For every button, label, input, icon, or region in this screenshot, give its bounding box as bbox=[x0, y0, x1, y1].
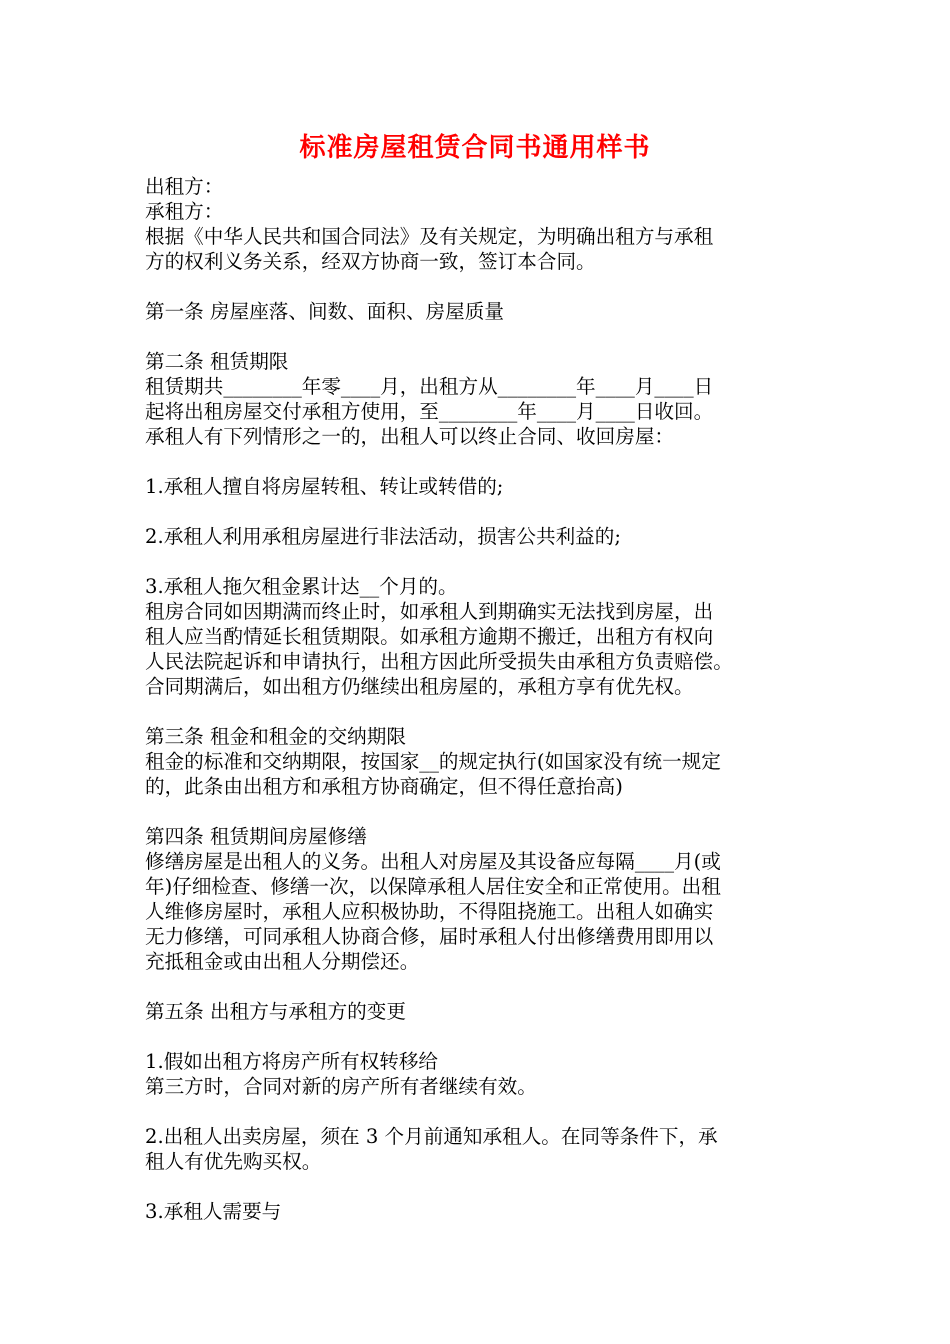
text-line: 无力修缮，可同承租人协商合修，届时承租人付出修缮费用即用以 bbox=[145, 925, 714, 948]
blank-line bbox=[145, 1024, 825, 1049]
text-line: 第一条 房屋座落、间数、面积、房屋质量 bbox=[145, 300, 504, 323]
text-line: 租金的标准和交纳期限，按国家__的规定执行(如国家没有统一规定 bbox=[145, 750, 721, 773]
text-line: 起将出租房屋交付承租方使用，至________年____月____日收回。 bbox=[145, 400, 714, 423]
text-line: 方的权利义务关系，经双方协商一致，签订本合同。 bbox=[145, 250, 596, 273]
text-line: 人民法院起诉和申请执行，出租方因此所受损失由承租方负责赔偿。 bbox=[145, 650, 733, 673]
blank-line bbox=[145, 324, 825, 349]
blank-line bbox=[145, 499, 825, 524]
document-title: 标准房屋租赁合同书通用样书 bbox=[299, 133, 651, 163]
text-line: 2.出租人出卖房屋，须在 3 个月前通知承租人。在同等条件下，承 bbox=[145, 1125, 718, 1148]
text-line: 第三方时，合同对新的房产所有者继续有效。 bbox=[145, 1075, 537, 1098]
blank-line bbox=[145, 274, 825, 299]
text-line: 租赁期共________年零____月，出租方从________年____月____日 bbox=[145, 375, 714, 398]
blank-line bbox=[145, 1174, 825, 1199]
document-body bbox=[145, 174, 825, 1224]
text-line: 租人有优先购买权。 bbox=[145, 1150, 322, 1173]
text-line: 租房合同如因期满而终止时，如承租人到期确实无法找到房屋，出 bbox=[145, 600, 714, 623]
text-line: 承租方： bbox=[145, 200, 224, 223]
text-line: 的，此条由出租方和承租方协商确定，但不得任意抬高) bbox=[145, 775, 623, 798]
blank-line bbox=[145, 549, 825, 574]
text-line: 2.承租人利用承租房屋进行非法活动，损害公共利益的; bbox=[145, 525, 621, 548]
text-line: 第四条 租赁期间房屋修缮 bbox=[145, 825, 367, 848]
text-line: 3.承租人需要与 bbox=[145, 1200, 282, 1223]
blank-line bbox=[145, 1099, 825, 1124]
text-line: 3.承租人拖欠租金累计达__个月的。 bbox=[145, 575, 458, 598]
text-line: 承租人有下列情形之一的，出租人可以终止合同、收回房屋： bbox=[145, 425, 675, 448]
text-line: 第三条 租金和租金的交纳期限 bbox=[145, 725, 406, 748]
blank-line bbox=[145, 699, 825, 724]
blank-line bbox=[145, 449, 825, 474]
text-line: 第五条 出租方与承租方的变更 bbox=[145, 1000, 406, 1023]
text-line: 修缮房屋是出租人的义务。出租人对房屋及其设备应每隔____月(或 bbox=[145, 850, 721, 873]
text-line: 出租方： bbox=[145, 175, 224, 198]
text-line: 根据《中华人民共和国合同法》及有关规定，为明确出租方与承租 bbox=[145, 225, 714, 248]
text-line: 第二条 租赁期限 bbox=[145, 350, 289, 373]
text-line: 充抵租金或由出租人分期偿还。 bbox=[145, 950, 420, 973]
text-line: 1.承租人擅自将房屋转租、转让或转借的; bbox=[145, 475, 504, 498]
blank-line bbox=[145, 799, 825, 824]
text-line: 合同期满后，如出租方仍继续出租房屋的，承租方享有优先权。 bbox=[145, 675, 694, 698]
text-line: 租人应当酌情延长租赁期限。如承租方逾期不搬迁，出租方有权向 bbox=[145, 625, 714, 648]
text-line: 1.假如出租方将房产所有权转移给 bbox=[145, 1050, 439, 1073]
blank-line bbox=[145, 974, 825, 999]
text-line: 人维修房屋时，承租人应积极协助，不得阻挠施工。出租人如确实 bbox=[145, 900, 714, 923]
text-line: 年)仔细检查、修缮一次，以保障承租人居住安全和正常使用。出租 bbox=[145, 875, 721, 898]
